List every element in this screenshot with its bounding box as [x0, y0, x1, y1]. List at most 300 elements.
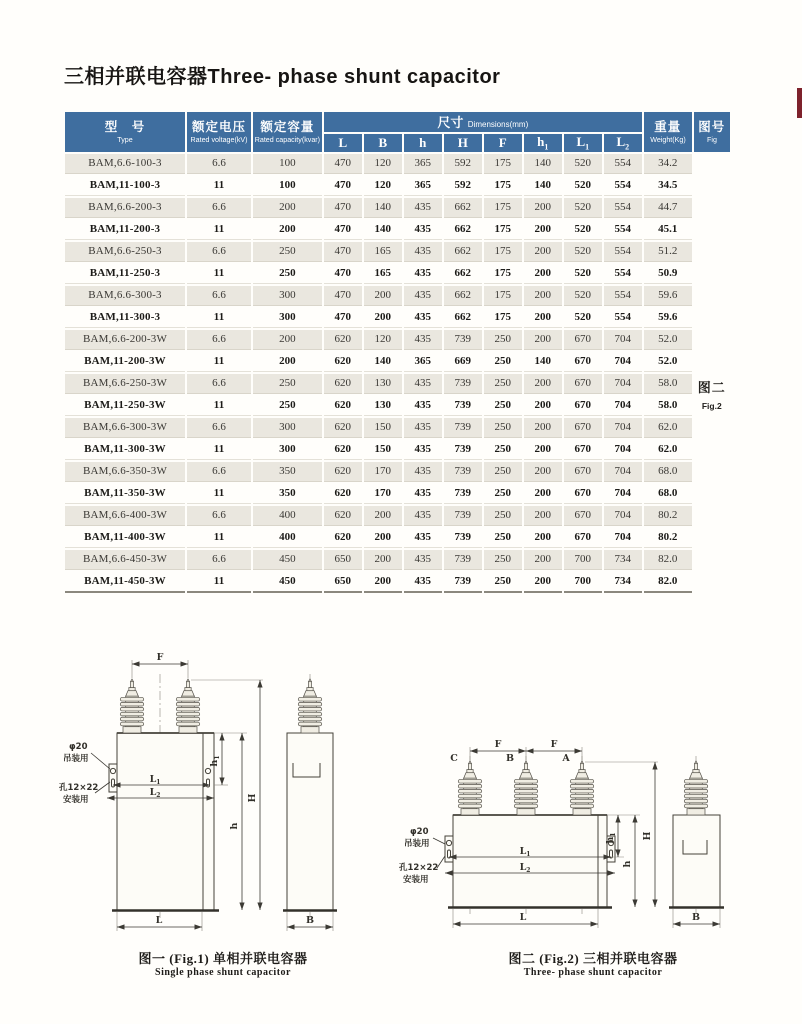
cell-dim-B: 150 [364, 440, 402, 460]
cell-dim-H: 592 [444, 176, 482, 196]
cell-capacity: 300 [253, 286, 322, 306]
spec-table [63, 110, 732, 595]
col-header-capacity: 额定容量 Rated capacity(kvar) [253, 112, 322, 152]
cell-dim-h1: 200 [524, 484, 562, 504]
cell-dim-H: 739 [444, 484, 482, 504]
cell-dim-h: 435 [404, 418, 442, 438]
fig2-tank-side [673, 815, 720, 907]
cell-dim-L1: 670 [564, 506, 602, 526]
cell-dim-h: 435 [404, 572, 442, 593]
cell-model: BAM,6.6-250-3W [65, 374, 185, 394]
cell-dim-L1: 520 [564, 286, 602, 306]
cell-dim-L1: 700 [564, 572, 602, 593]
cell-dim-L1: 520 [564, 242, 602, 262]
cell-model: BAM,6.6-200-3 [65, 198, 185, 218]
cell-capacity: 450 [253, 550, 322, 570]
cell-dim-h: 365 [404, 176, 442, 196]
table-row [65, 528, 730, 548]
cell-dim-h: 435 [404, 264, 442, 284]
col-header-voltage: 额定电压 Rated voltage(kV) [187, 112, 251, 152]
cell-dim-F: 175 [484, 198, 522, 218]
cell-dim-B: 120 [364, 330, 402, 350]
cell-dim-L2: 704 [604, 330, 642, 350]
cell-dim-L: 620 [324, 396, 362, 416]
cell-dim-H: 592 [444, 154, 482, 174]
fig2-dim-h1: $h_1$ [605, 832, 617, 844]
cell-dim-h: 435 [404, 440, 442, 460]
col-header-H: H [444, 134, 482, 152]
cell-voltage: 6.6 [187, 286, 251, 306]
cell-dim-H: 739 [444, 330, 482, 350]
cell-voltage: 11 [187, 572, 251, 593]
cell-dim-h1: 140 [524, 176, 562, 196]
cell-voltage: 11 [187, 528, 251, 548]
cell-dim-H: 739 [444, 374, 482, 394]
cell-dim-h: 435 [404, 220, 442, 240]
cell-dim-L1: 520 [564, 154, 602, 174]
cell-dim-L: 620 [324, 462, 362, 482]
cell-weight: 68.0 [644, 484, 692, 504]
cell-dim-h: 435 [404, 484, 442, 504]
cell-dim-H: 739 [444, 396, 482, 416]
cell-dim-L: 470 [324, 198, 362, 218]
table-row [65, 220, 730, 240]
fig1-note-hole: 孔12×22 [59, 783, 99, 793]
cell-dim-B: 140 [364, 352, 402, 372]
cell-capacity: 250 [253, 374, 322, 394]
fig2-note-lift-dia: φ20 [410, 827, 429, 837]
cell-capacity: 350 [253, 484, 322, 504]
cell-dim-F: 250 [484, 396, 522, 416]
cell-voltage: 6.6 [187, 462, 251, 482]
cell-dim-H: 739 [444, 418, 482, 438]
cell-weight: 34.2 [644, 154, 692, 174]
table-row [65, 418, 730, 438]
fig1-tank-front [117, 733, 203, 910]
cell-voltage: 11 [187, 220, 251, 240]
fig2-dim-L1: $L_1$ [519, 846, 531, 858]
col-header-h: h [404, 134, 442, 152]
cell-fig-reference: 图二 Fig.2 [697, 379, 726, 411]
cell-dim-L2: 704 [604, 528, 642, 548]
cell-dim-B: 200 [364, 286, 402, 306]
cell-dim-L: 470 [324, 286, 362, 306]
cell-dim-F: 250 [484, 374, 522, 394]
cell-voltage: 6.6 [187, 506, 251, 526]
cell-dim-F: 250 [484, 330, 522, 350]
cell-dim-L2: 704 [604, 374, 642, 394]
cell-dim-L1: 670 [564, 484, 602, 504]
cell-dim-L1: 520 [564, 176, 602, 196]
fig2-tank-panel [598, 815, 607, 907]
fig2-dim-H: H [642, 831, 653, 841]
fig1-dim-L: L [155, 915, 163, 926]
cell-dim-B: 120 [364, 176, 402, 196]
cell-dim-h1: 200 [524, 330, 562, 350]
fig1-dim-L2: $L_2$ [149, 787, 161, 799]
fig1-dim-B: B [305, 915, 315, 926]
cell-voltage: 11 [187, 308, 251, 328]
cell-model: BAM,11-300-3 [65, 308, 185, 328]
cell-dim-L: 470 [324, 220, 362, 240]
cell-dim-L: 650 [324, 572, 362, 593]
cell-dim-L1: 520 [564, 198, 602, 218]
cell-dim-h: 435 [404, 242, 442, 262]
cell-dim-F: 250 [484, 506, 522, 526]
cell-dim-B: 165 [364, 264, 402, 284]
fig1-bushing-side [298, 679, 321, 733]
cell-weight: 82.0 [644, 550, 692, 570]
cell-dim-h: 435 [404, 550, 442, 570]
col-header-L1: $L_1$ [564, 134, 602, 152]
cell-dim-H: 662 [444, 198, 482, 218]
table-row [65, 484, 730, 504]
cell-dim-L1: 670 [564, 440, 602, 460]
cell-dim-L: 620 [324, 418, 362, 438]
cell-voltage: 11 [187, 352, 251, 372]
cell-dim-F: 250 [484, 462, 522, 482]
cell-weight: 58.0 [644, 374, 692, 394]
cell-weight: 62.0 [644, 440, 692, 460]
col-header-B: B [364, 134, 402, 152]
cell-capacity: 250 [253, 396, 322, 416]
cell-model: BAM,6.6-400-3W [65, 506, 185, 526]
cell-dim-B: 130 [364, 374, 402, 394]
cell-dim-L1: 700 [564, 550, 602, 570]
cell-dim-L2: 734 [604, 572, 642, 593]
cell-capacity: 300 [253, 440, 322, 460]
cell-model: BAM,6.6-300-3W [65, 418, 185, 438]
cell-dim-H: 739 [444, 506, 482, 526]
cell-dim-h1: 200 [524, 440, 562, 460]
table-row [65, 572, 730, 593]
table-row [65, 462, 730, 482]
cell-dim-B: 150 [364, 418, 402, 438]
fig2-note-hole: 孔12×22 [399, 863, 439, 873]
cell-dim-L: 620 [324, 440, 362, 460]
fig1-tank-panel [203, 733, 214, 910]
fig1-dim-L1: $L_1$ [149, 774, 161, 786]
cell-dim-L: 470 [324, 308, 362, 328]
cell-dim-L: 470 [324, 242, 362, 262]
cell-model: BAM,11-450-3W [65, 572, 185, 593]
fig2-dim-B: B [691, 912, 701, 923]
cell-dim-L1: 670 [564, 528, 602, 548]
table-row [65, 286, 730, 306]
cell-capacity: 300 [253, 418, 322, 438]
cell-dim-h1: 200 [524, 462, 562, 482]
cell-model: BAM,6.6-300-3 [65, 286, 185, 306]
cell-dim-L2: 704 [604, 506, 642, 526]
table-row [65, 308, 730, 328]
page-title-en: Three- phase shunt capacitor [207, 66, 501, 88]
cell-dim-h: 435 [404, 198, 442, 218]
fig1-note-lift-use: 吊装用 [63, 754, 89, 764]
cell-dim-F: 250 [484, 352, 522, 372]
cell-dim-F: 250 [484, 440, 522, 460]
cell-dim-h: 435 [404, 506, 442, 526]
figure-2-drawing [395, 640, 740, 960]
cell-dim-H: 662 [444, 242, 482, 262]
cell-dim-h1: 200 [524, 528, 562, 548]
cell-model: BAM,6.6-250-3 [65, 242, 185, 262]
cell-dim-F: 175 [484, 176, 522, 196]
cell-dim-L1: 670 [564, 374, 602, 394]
cell-dim-h: 435 [404, 286, 442, 306]
cell-dim-B: 140 [364, 220, 402, 240]
cell-dim-L1: 670 [564, 396, 602, 416]
cell-dim-H: 739 [444, 572, 482, 593]
cell-voltage: 6.6 [187, 550, 251, 570]
cell-dim-h1: 200 [524, 264, 562, 284]
col-header-dimensions: 尺寸 Dimensions(mm) [324, 112, 642, 132]
cell-dim-L2: 704 [604, 484, 642, 504]
cell-dim-B: 200 [364, 506, 402, 526]
cell-dim-F: 175 [484, 154, 522, 174]
cell-dim-B: 200 [364, 572, 402, 593]
cell-dim-H: 662 [444, 220, 482, 240]
cell-dim-L1: 520 [564, 220, 602, 240]
col-header-weight: 重量 Weight(Kg) [644, 112, 692, 152]
cell-dim-B: 120 [364, 154, 402, 174]
cell-dim-L: 620 [324, 506, 362, 526]
cell-dim-B: 165 [364, 242, 402, 262]
cell-weight: 45.1 [644, 220, 692, 240]
cell-dim-H: 662 [444, 286, 482, 306]
cell-dim-L1: 520 [564, 308, 602, 328]
cell-dim-L2: 704 [604, 418, 642, 438]
page-title [64, 60, 500, 89]
fig2-bushing-C [458, 761, 481, 815]
cell-dim-h1: 200 [524, 572, 562, 593]
cell-dim-F: 175 [484, 242, 522, 262]
cell-capacity: 450 [253, 572, 322, 593]
cell-dim-H: 739 [444, 462, 482, 482]
cell-dim-F: 175 [484, 286, 522, 306]
fig1-dim-H: H [247, 793, 258, 803]
cell-dim-h: 435 [404, 330, 442, 350]
cell-dim-L2: 554 [604, 242, 642, 262]
table-row [65, 330, 730, 350]
cell-weight: 58.0 [644, 396, 692, 416]
cell-model: BAM,11-250-3 [65, 264, 185, 284]
fig2-bushing-side [684, 761, 707, 815]
cell-dim-L2: 554 [604, 176, 642, 196]
cell-voltage: 11 [187, 396, 251, 416]
cell-capacity: 350 [253, 462, 322, 482]
cell-dim-L1: 520 [564, 264, 602, 284]
cell-voltage: 6.6 [187, 374, 251, 394]
cell-dim-h1: 200 [524, 198, 562, 218]
cell-weight: 34.5 [644, 176, 692, 196]
cell-model: BAM,11-400-3W [65, 528, 185, 548]
cell-dim-h: 435 [404, 462, 442, 482]
cell-dim-L1: 670 [564, 352, 602, 372]
cell-model: BAM,6.6-350-3W [65, 462, 185, 482]
cell-weight: 59.6 [644, 308, 692, 328]
table-row [65, 440, 730, 460]
cell-model: BAM,6.6-450-3W [65, 550, 185, 570]
fig2-dim-F-left: F [494, 739, 502, 750]
cell-capacity: 200 [253, 352, 322, 372]
fig2-dim-L2: $L_2$ [519, 862, 531, 874]
table-row [65, 374, 730, 394]
cell-voltage: 6.6 [187, 418, 251, 438]
fig1-bushing-right [176, 679, 199, 733]
fig2-dim-F-right: F [550, 739, 558, 750]
cell-dim-L: 620 [324, 374, 362, 394]
cell-dim-L: 470 [324, 176, 362, 196]
cell-dim-L: 470 [324, 154, 362, 174]
cell-dim-B: 200 [364, 308, 402, 328]
cell-dim-L1: 670 [564, 418, 602, 438]
page-edge-marker [797, 88, 802, 118]
cell-capacity: 400 [253, 506, 322, 526]
fig1-dim-F: F [156, 652, 164, 663]
cell-dim-h: 435 [404, 528, 442, 548]
cell-dim-h1: 140 [524, 154, 562, 174]
cell-capacity: 250 [253, 242, 322, 262]
cell-voltage: 6.6 [187, 330, 251, 350]
cell-dim-L2: 554 [604, 154, 642, 174]
cell-capacity: 100 [253, 176, 322, 196]
cell-capacity: 300 [253, 308, 322, 328]
cell-model: BAM,6.6-200-3W [65, 330, 185, 350]
cell-dim-B: 170 [364, 462, 402, 482]
fig2-phase-B: B [505, 753, 515, 764]
cell-weight: 52.0 [644, 330, 692, 350]
cell-dim-L2: 704 [604, 396, 642, 416]
cell-voltage: 11 [187, 264, 251, 284]
cell-voltage: 6.6 [187, 242, 251, 262]
cell-dim-h: 365 [404, 154, 442, 174]
spec-table-body [65, 154, 730, 593]
cell-weight: 44.7 [644, 198, 692, 218]
cell-dim-L2: 554 [604, 264, 642, 284]
table-row [65, 198, 730, 218]
fig2-phase-C: C [450, 753, 458, 764]
col-header-F: F [484, 134, 522, 152]
cell-dim-H: 662 [444, 264, 482, 284]
cell-dim-F: 175 [484, 264, 522, 284]
cell-capacity: 100 [253, 154, 322, 174]
fig2-note-mount-use: 安装用 [403, 875, 429, 885]
col-header-fig: 图号 Fig [694, 112, 730, 152]
figure-1-caption-en: Single phase shunt capacitor [155, 967, 291, 978]
cell-capacity: 200 [253, 220, 322, 240]
fig1-dim-h1: $h_1$ [209, 755, 221, 767]
cell-voltage: 11 [187, 484, 251, 504]
cell-model: BAM,6.6-100-3 [65, 154, 185, 174]
cell-weight: 62.0 [644, 418, 692, 438]
cell-dim-h1: 200 [524, 396, 562, 416]
cell-dim-L: 620 [324, 352, 362, 372]
cell-dim-L2: 554 [604, 286, 642, 306]
cell-voltage: 6.6 [187, 198, 251, 218]
cell-dim-h1: 200 [524, 286, 562, 306]
cell-weight: 52.0 [644, 352, 692, 372]
cell-dim-h: 435 [404, 308, 442, 328]
cell-dim-L2: 554 [604, 220, 642, 240]
figure-2-caption-en: Three- phase shunt capacitor [523, 967, 663, 978]
cell-dim-L: 470 [324, 264, 362, 284]
figure-1-caption [93, 948, 353, 978]
cell-dim-h1: 200 [524, 374, 562, 394]
cell-capacity: 200 [253, 198, 322, 218]
cell-model: BAM,11-200-3 [65, 220, 185, 240]
cell-dim-h1: 200 [524, 220, 562, 240]
table-row [65, 176, 730, 196]
header-row-1 [65, 112, 730, 132]
cell-dim-F: 250 [484, 418, 522, 438]
cell-dim-H: 739 [444, 440, 482, 460]
fig2-dim-L: L [519, 912, 527, 923]
cell-capacity: 200 [253, 330, 322, 350]
cell-dim-H: 739 [444, 550, 482, 570]
cell-model: BAM,11-250-3W [65, 396, 185, 416]
cell-voltage: 6.6 [187, 154, 251, 174]
cell-model: BAM,11-350-3W [65, 484, 185, 504]
cell-dim-h1: 200 [524, 506, 562, 526]
cell-dim-L1: 670 [564, 330, 602, 350]
cell-dim-h1: 200 [524, 308, 562, 328]
cell-dim-h1: 200 [524, 550, 562, 570]
figure-1-drawing [55, 640, 355, 960]
fig1-note-lift-dia: φ20 [69, 742, 88, 752]
cell-dim-F: 250 [484, 528, 522, 548]
cell-dim-h1: 140 [524, 352, 562, 372]
cell-weight: 80.2 [644, 506, 692, 526]
cell-dim-h1: 200 [524, 242, 562, 262]
cell-dim-L2: 704 [604, 440, 642, 460]
cell-dim-L: 620 [324, 330, 362, 350]
cell-dim-h: 435 [404, 396, 442, 416]
figure-1-caption-zh: 图一 (Fig.1) 单相并联电容器 [138, 951, 308, 966]
table-row [65, 396, 730, 416]
fig1-bushing-left [120, 679, 143, 733]
cell-dim-h: 435 [404, 374, 442, 394]
fig1-dim-h: h [229, 822, 240, 830]
table-row [65, 154, 730, 174]
cell-dim-L2: 734 [604, 550, 642, 570]
cell-dim-L2: 554 [604, 198, 642, 218]
cell-dim-L: 620 [324, 528, 362, 548]
fig2-bushing-B [514, 761, 537, 815]
fig2-phase-A: A [562, 753, 570, 764]
fig2-bushing-A [570, 761, 593, 815]
cell-model: BAM,11-300-3W [65, 440, 185, 460]
cell-dim-L2: 704 [604, 352, 642, 372]
table-row [65, 264, 730, 284]
cell-voltage: 11 [187, 176, 251, 196]
cell-dim-B: 140 [364, 198, 402, 218]
cell-dim-L: 620 [324, 484, 362, 504]
cell-dim-B: 200 [364, 528, 402, 548]
figure-2-caption [463, 948, 723, 978]
cell-model: BAM,11-100-3 [65, 176, 185, 196]
cell-dim-H: 669 [444, 352, 482, 372]
cell-capacity: 250 [253, 264, 322, 284]
fig2-dim-h: h [622, 860, 633, 868]
cell-dim-B: 170 [364, 484, 402, 504]
cell-dim-F: 175 [484, 220, 522, 240]
page-title-zh: 三相并联电容器 [64, 66, 208, 88]
col-header-h1: $h_1$ [524, 134, 562, 152]
cell-dim-h: 365 [404, 352, 442, 372]
cell-dim-H: 662 [444, 308, 482, 328]
cell-dim-H: 739 [444, 528, 482, 548]
col-header-L: L [324, 134, 362, 152]
